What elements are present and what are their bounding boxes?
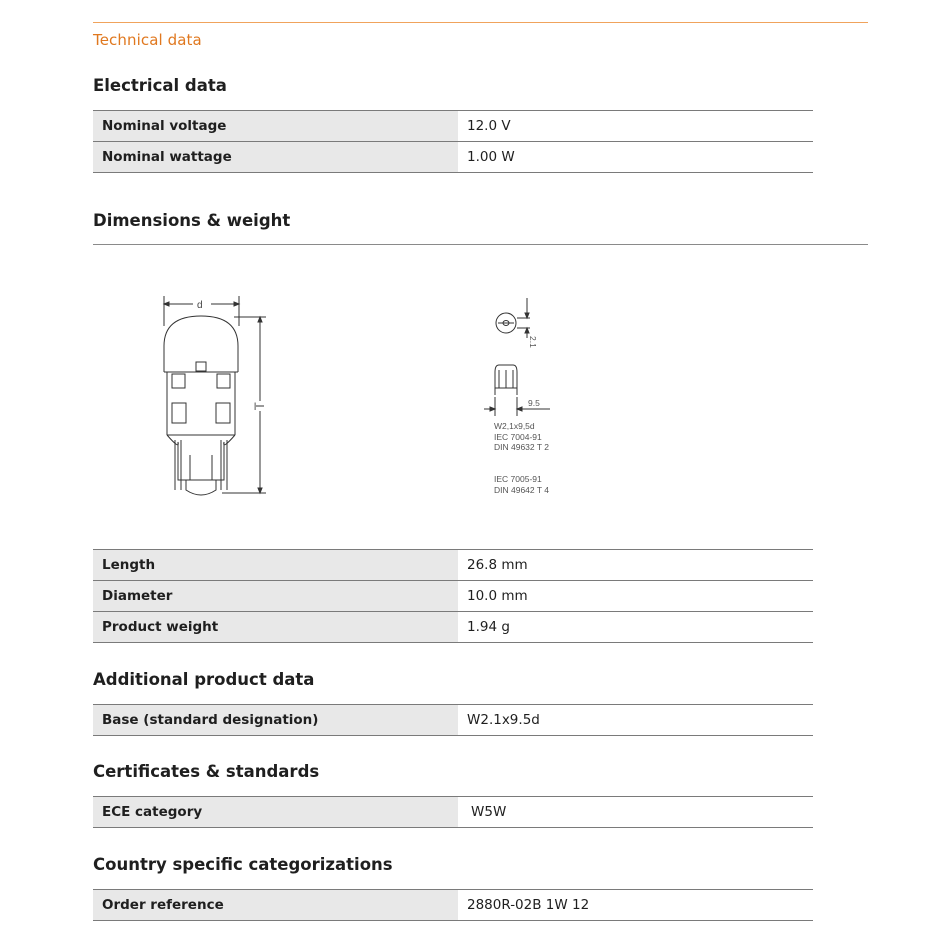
spec-value: 26.8 mm bbox=[467, 557, 528, 573]
spec-key: Order reference bbox=[93, 890, 458, 920]
spec-key: Nominal wattage bbox=[93, 142, 458, 172]
spec-key: Nominal voltage bbox=[93, 111, 458, 141]
base-note: W2,1x9,5d bbox=[494, 421, 535, 431]
electrical-table bbox=[93, 110, 813, 173]
section-title-country: Country specific categorizations bbox=[93, 855, 393, 874]
table-row bbox=[93, 890, 813, 921]
dim-side-label: 9.5 bbox=[528, 398, 540, 408]
spec-value: W2.1x9.5d bbox=[467, 712, 540, 728]
bulb-drawing bbox=[150, 290, 280, 505]
country-table bbox=[93, 889, 813, 921]
base-notes-1 bbox=[494, 421, 549, 453]
section-title-additional: Additional product data bbox=[93, 670, 315, 689]
certificates-table bbox=[93, 796, 813, 828]
spec-value: 1.00 W bbox=[467, 149, 515, 165]
spec-key: Base (standard designation) bbox=[93, 705, 458, 735]
d-label: d bbox=[197, 300, 203, 311]
spec-key: Product weight bbox=[93, 612, 458, 642]
spec-key: Diameter bbox=[93, 581, 458, 611]
page-label: Technical data bbox=[93, 31, 202, 49]
spec-value: 12.0 V bbox=[467, 118, 511, 134]
table-row bbox=[93, 111, 813, 142]
base-note: IEC 7005-91 bbox=[494, 474, 542, 484]
spec-value: W5W bbox=[471, 804, 507, 820]
base-drawing bbox=[480, 292, 560, 422]
spec-value: 2880R-02B 1W 12 bbox=[467, 897, 590, 913]
spec-key: ECE category bbox=[93, 797, 458, 827]
table-row bbox=[93, 612, 813, 643]
base-note: DIN 49642 T 4 bbox=[494, 484, 549, 495]
table-row bbox=[93, 581, 813, 612]
section-rule bbox=[93, 244, 868, 245]
base-note: IEC 7004-91 bbox=[494, 431, 542, 442]
base-note: DIN 49632 T 2 bbox=[494, 442, 549, 452]
table-row bbox=[93, 550, 813, 581]
spec-key: Length bbox=[93, 550, 458, 580]
l-label: l bbox=[254, 402, 257, 413]
spec-value: 1.94 g bbox=[467, 619, 510, 635]
dim-top-label: 2.1 bbox=[528, 336, 538, 348]
section-title-certificates: Certificates & standards bbox=[93, 762, 320, 781]
table-row bbox=[93, 797, 813, 828]
section-title-dimensions: Dimensions & weight bbox=[93, 211, 291, 230]
base-notes-2 bbox=[494, 474, 549, 495]
top-accent-rule bbox=[93, 22, 868, 23]
table-row bbox=[93, 705, 813, 736]
dimensions-table bbox=[93, 549, 813, 643]
section-title-electrical: Electrical data bbox=[93, 76, 227, 95]
additional-table bbox=[93, 704, 813, 736]
spec-value: 10.0 mm bbox=[467, 588, 528, 604]
table-row bbox=[93, 142, 813, 173]
